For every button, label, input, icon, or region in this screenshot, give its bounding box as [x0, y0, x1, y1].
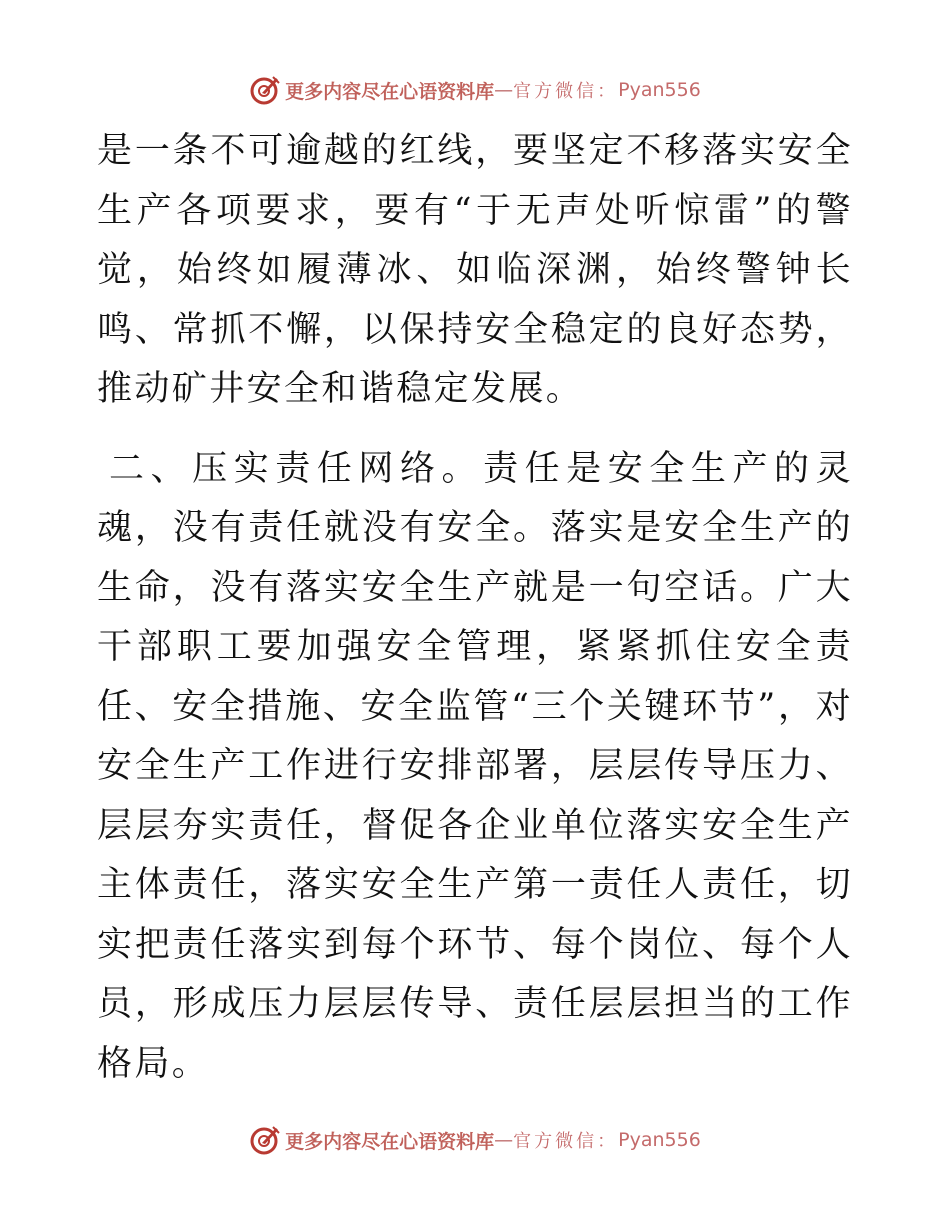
footer-brand-text: 更多内容尽在心语资料库 [285, 1130, 495, 1153]
quill-logo-icon [249, 74, 281, 106]
footer-wechat-label: 官方微信： [513, 1131, 619, 1152]
header-wechat-id: Pyan556 [618, 79, 701, 101]
header-separator: — [494, 79, 514, 101]
header-banner [0, 70, 950, 110]
header-wechat-label: 官方微信： [513, 81, 619, 102]
footer-separator: — [494, 1129, 514, 1151]
paragraph-1: 是一条不可逾越的红线，要坚定不移落实安全生产各项要求，要有“于无声处听惊雷”的警觉，始终如履薄冰、如临深渊，始终警钟长鸣、常抓不懈，以保持安全稳定的良好态势，推动矿井安全和谐稳定发展。 [97, 131, 853, 409]
document-body [97, 122, 853, 1094]
paragraph-2: 二、压实责任网络。责任是安全生产的灵魂，没有责任就没有安全。落实是安全生产的生命，没有落实安全生产就是一句空话。广大干部职工要加强安全管理，紧紧抓住安全责任、安全措施、安全监管“三个关键环节”，对安全生产工作进行安排部署，层层传导压力、层层夯实责任，督促各企业单位落实安全生产主体责任，落实安全生产第一责任人责任，切实把责任落实到每个环节、每个岗位、每个人员，形成压力层层传导、责任层层担当的工作格局。 [97, 448, 853, 1084]
footer-wechat-id: Pyan556 [618, 1129, 701, 1151]
quill-logo-icon [249, 1124, 281, 1156]
header-brand-text: 更多内容尽在心语资料库 [285, 80, 495, 103]
footer-banner [0, 1120, 950, 1160]
